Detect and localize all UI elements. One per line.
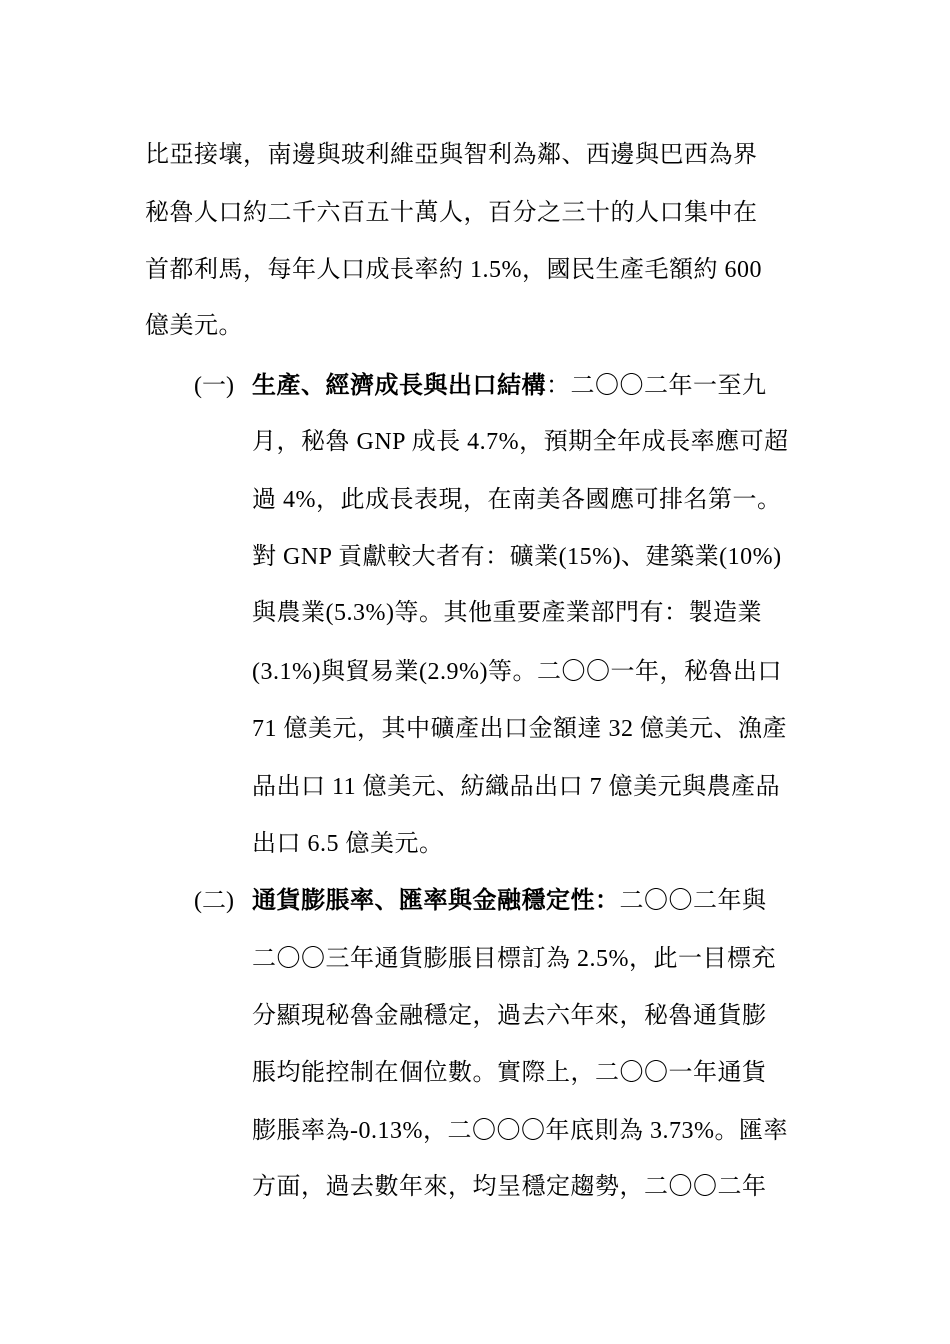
section-line: 膨脹率為-0.13%，二〇〇〇年底則為 3.73%。匯率 — [252, 1118, 788, 1144]
section-line: 對 GNP 貢獻較大者有：礦業(15%)、建築業(10%) — [252, 544, 782, 570]
section-line: 方面，過去數年來，均呈穩定趨勢，二〇〇二年 — [252, 1174, 767, 1200]
section-text: 二〇〇二年與 — [619, 888, 767, 914]
section-line: 出口 6.5 億美元。 — [252, 831, 444, 857]
section-line: 二〇〇三年通貨膨脹目標訂為 2.5%，此一目標充 — [252, 946, 776, 972]
section-line: (3.1%)與貿易業(2.9%)等。二〇〇一年，秘魯出口 — [252, 659, 782, 685]
section-line: 月，秘魯 GNP 成長 4.7%，預期全年成長率應可超 — [252, 429, 789, 455]
section-text: ：二〇〇二年一至九 — [546, 373, 767, 399]
intro-line: 首都利馬，每年人口成長率約 1.5%，國民生產毛額約 600 — [145, 257, 762, 283]
section-first-line — [252, 886, 767, 916]
section-heading: 生產、經濟成長與出口結構 — [252, 373, 546, 399]
intro-line: 秘魯人口約二千六百五十萬人，百分之三十的人口集中在 — [145, 200, 758, 226]
section-line: 脹均能控制在個位數。實際上，二〇〇一年通貨 — [252, 1060, 767, 1086]
intro-line: 比亞接壤，南邊與玻利維亞與智利為鄰、西邊與巴西為界 — [145, 142, 758, 168]
section-line: 71 億美元，其中礦產出口金額達 32 億美元、漁產 — [252, 716, 787, 742]
intro-line: 億美元。 — [145, 313, 243, 339]
section-line: 品出口 11 億美元、紡織品出口 7 億美元與農產品 — [252, 774, 781, 800]
section-marker: (一) — [194, 373, 234, 399]
section-first-line — [252, 371, 767, 401]
section-heading: 通貨膨脹率、匯率與金融穩定性： — [252, 888, 620, 914]
section-line: 過 4%，此成長表現，在南美各國應可排名第一。 — [252, 487, 782, 513]
section-line: 分顯現秘魯金融穩定，過去六年來，秘魯通貨膨 — [252, 1003, 767, 1029]
section-line: 與農業(5.3%)等。其他重要產業部門有：製造業 — [252, 600, 762, 626]
section-marker: (二) — [194, 888, 234, 914]
